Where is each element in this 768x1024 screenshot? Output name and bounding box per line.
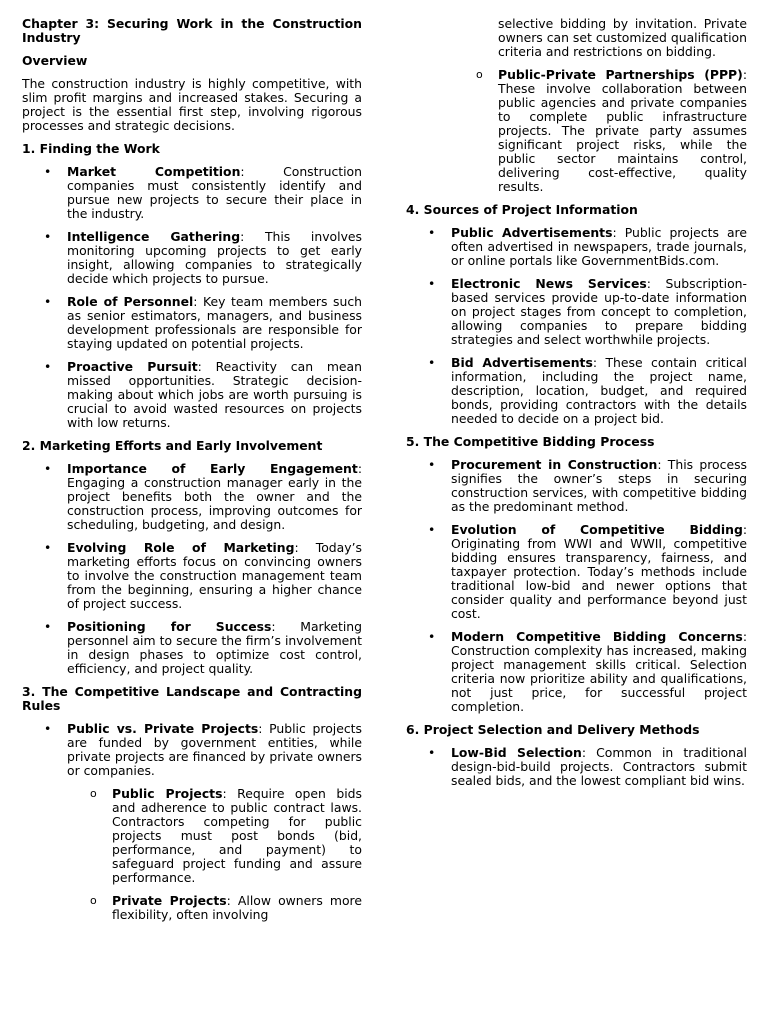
- overview-text: The construction industry is highly competitive, with slim profit margins and increased stakes. Securing a project is the essential first step, involving rigorous processes and strategic decisions.: [22, 76, 362, 133]
- bullet-term: Procurement in Construction: [451, 457, 658, 472]
- sub-bullet-item: [112, 894, 362, 922]
- bullet-term: Electronic News Services: [451, 276, 647, 291]
- bullet-text: : Common in traditional design-bid-build projects. Contractors submit sealed bids, and the lowest compliant bid wins.: [451, 745, 747, 788]
- bullet-item: [67, 620, 362, 676]
- bullet-text: : Reactivity can mean missed opportunities. Strategic decision-making about which jobs are worth pursuing is crucial to avoid wasted resources on projects with low returns.: [67, 359, 362, 430]
- bullet-text: : Construction companies must consistently identify and pursue new projects to secure their place in the industry.: [67, 164, 362, 221]
- bullet-item: [451, 458, 747, 514]
- bullet-text: : Construction complexity has increased, making project management skills critical. Selection criteria now prioritize ability and qualifications, not just price, for successful project completion.: [451, 629, 747, 714]
- section-heading-1: 1. Finding the Work: [22, 141, 160, 156]
- sub-bullet-item: [112, 787, 362, 885]
- bullet-item: [67, 165, 362, 221]
- section-heading-3: 3. The Competitive Landscape and Contracting Rules: [22, 684, 362, 713]
- bullet-term: Intelligence Gathering: [67, 229, 241, 244]
- bullet-item: [451, 277, 747, 347]
- bullet-text: : Originating from WWI and WWII, competitive bidding ensures transparency, fairness, and taxpayer protection. Today’s methods include traditional low-bid and newer options that consider quality and performance beyond just cost.: [451, 522, 747, 621]
- bullet-term: Market Competition: [67, 164, 241, 179]
- section-heading-5: 5. The Competitive Bidding Process: [406, 434, 655, 449]
- bullet-term: Role of Personnel: [67, 294, 194, 309]
- bullet-term: Proactive Pursuit: [67, 359, 198, 374]
- bullet-item: [67, 462, 362, 532]
- bullet-item: [67, 360, 362, 430]
- sub-bullet-term: Public-Private Partnerships (PPP): [498, 67, 743, 82]
- sub-bullet-text: : These involve collaboration between public agencies and private companies to complete public infrastructure projects. The private party assumes significant project risks, while the public sector maintains control, delivering cost-effective, quality results.: [498, 67, 747, 194]
- bullet-term: Public Advertisements: [451, 225, 613, 240]
- right-column: [406, 17, 747, 797]
- sub-bullet-text: : Require open bids and adherence to public contract laws. Contractors competing for public projects must post bonds (bid, performance, and payment) to safeguard project funding and assure performance.: [112, 786, 362, 885]
- bullet-item: [451, 523, 747, 621]
- left-column: [22, 17, 362, 922]
- sub-bullet-term: Public Projects: [112, 786, 223, 801]
- bullet-item: [451, 356, 747, 426]
- bullet-item: [67, 541, 362, 611]
- bullet-text: : This involves monitoring upcoming projects to get early insight, allowing companies to strategically decide which projects to pursue.: [67, 229, 362, 286]
- sub-bullet-item: [498, 68, 747, 194]
- sub-bullet-continuation: selective bidding by invitation. Private owners can set customized qualification criteria and restrictions on bidding.: [498, 16, 747, 59]
- bullet-text: : Public projects are often advertised in newspapers, trade journals, or online portals like GovernmentBids.com.: [451, 225, 747, 268]
- section-heading-6: 6. Project Selection and Delivery Methods: [406, 722, 700, 737]
- bullet-item: [451, 630, 747, 714]
- bullet-term: Low-Bid Selection: [451, 745, 582, 760]
- bullet-item: [67, 722, 362, 778]
- bullet-term: Evolution of Competitive Bidding: [451, 522, 743, 537]
- section-heading-4: 4. Sources of Project Information: [406, 202, 638, 217]
- bullet-item: [451, 746, 747, 788]
- sub-bullet-text: : Allow owners more flexibility, often involving: [112, 893, 362, 922]
- bullet-text: : These contain critical information, including the project name, description, location, budget, and required bonds, providing contractors with the details needed to decide on a project bid.: [451, 355, 747, 426]
- bullet-term: Bid Advertisements: [451, 355, 593, 370]
- bullet-text: : Today’s marketing efforts focus on convincing owners to involve the construction management team from the beginning, ensuring a higher chance of project success.: [67, 540, 362, 611]
- bullet-text: : Public projects are funded by government entities, while private projects are financed by private owners or companies.: [67, 721, 362, 778]
- bullet-item: [451, 226, 747, 268]
- bullet-text: : Subscription-based services provide up-to-date information on project stages from concept to completion, allowing companies to prepare bidding strategies and select worthwhile projects.: [451, 276, 747, 347]
- bullet-term: Importance of Early Engagement: [67, 461, 358, 476]
- bullet-term: Positioning for Success: [67, 619, 272, 634]
- bullet-text: : Key team members such as senior estimators, managers, and business development professionals are responsible for staying updated on potential projects.: [67, 294, 363, 351]
- bullet-text: : Marketing personnel aim to secure the firm’s involvement in design phases to optimize cost control, efficiency, and project quality.: [67, 619, 363, 676]
- bullet-item: [67, 230, 362, 286]
- bullet-term: Evolving Role of Marketing: [67, 540, 295, 555]
- bullet-text: : Engaging a construction manager early in the project benefits both the owner and the construction process, improving outcomes for scheduling, budgeting, and design.: [67, 461, 362, 532]
- bullet-term: Public vs. Private Projects: [67, 721, 259, 736]
- section-heading-2: 2. Marketing Efforts and Early Involvement: [22, 438, 323, 453]
- bullet-item: [67, 295, 362, 351]
- bullet-term: Modern Competitive Bidding Concerns: [451, 629, 743, 644]
- chapter-title: Chapter 3: Securing Work in the Construction Industry: [22, 16, 362, 45]
- overview-heading: Overview: [22, 53, 88, 68]
- bullet-text: : This process signifies the owner’s steps in securing construction services, with competitive bidding as the predominant method.: [451, 457, 747, 514]
- sub-bullet-term: Private Projects: [112, 893, 227, 908]
